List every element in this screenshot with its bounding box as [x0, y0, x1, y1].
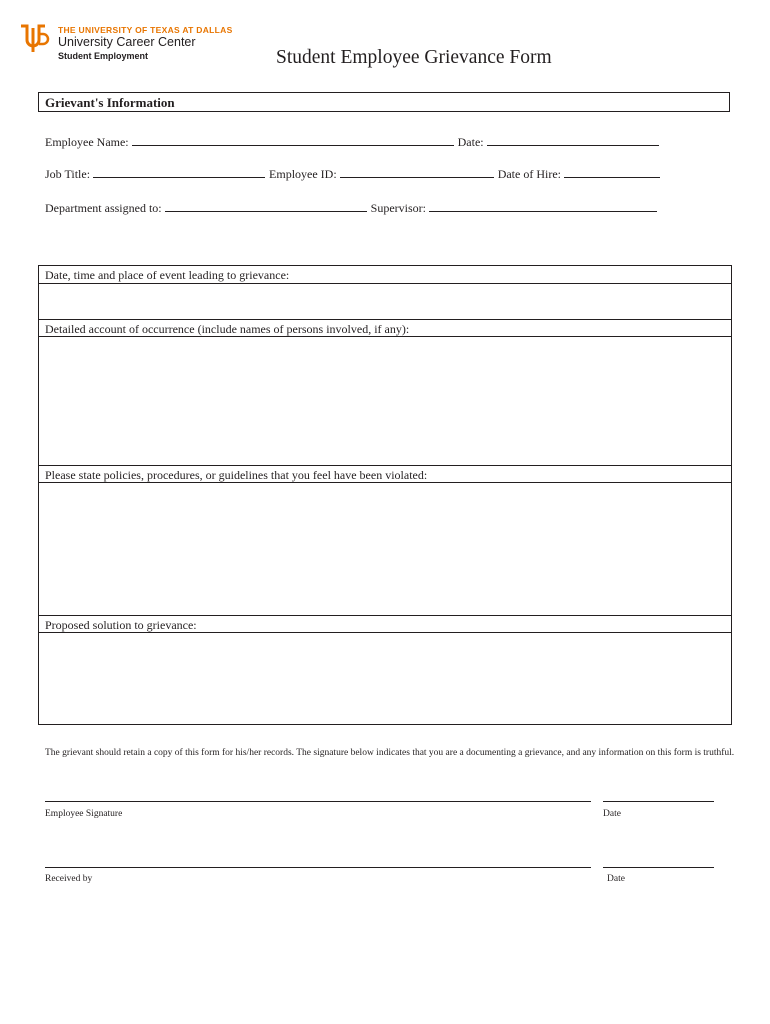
employee-signature-line[interactable]: [45, 801, 591, 802]
employee-signature-label: Employee Signature: [45, 809, 123, 819]
date-of-hire-label: Date of Hire:: [497, 167, 561, 181]
utd-monogram-logo-icon: [20, 24, 50, 54]
name-date-row: [45, 135, 663, 150]
university-name: THE UNIVERSITY OF TEXAS AT DALLAS: [58, 25, 233, 35]
event-question: Date, time and place of event leading to grievance:: [39, 266, 731, 284]
solution-answer-area[interactable]: [39, 633, 731, 723]
supervisor-label: Supervisor:: [370, 201, 426, 215]
employee-name-field[interactable]: [132, 135, 454, 146]
center-name: University Career Center: [58, 35, 196, 49]
received-date-label: Date: [607, 874, 625, 884]
disclaimer-text: The grievant should retain a copy of this form for his/her records. The signature below indicates that you are a documenting a grievance, and any information on this form is truthful.: [45, 748, 735, 758]
date-of-hire-field[interactable]: [564, 167, 660, 178]
department-row: [45, 201, 661, 216]
grievance-details-box: [38, 265, 732, 725]
job-title-field[interactable]: [93, 167, 265, 178]
employee-id-label: Employee ID:: [269, 167, 337, 181]
employee-id-field[interactable]: [340, 167, 494, 178]
account-question: Detailed account of occurrence (include names of persons involved, if any):: [39, 319, 731, 337]
department-name: Student Employment: [58, 51, 149, 61]
employee-date-line[interactable]: [603, 801, 714, 802]
utd-logo: [20, 24, 260, 64]
date-label: Date:: [457, 135, 484, 149]
job-title-label: Job Title:: [45, 167, 91, 181]
employee-name-label: Employee Name:: [45, 135, 129, 149]
solution-question: Proposed solution to grievance:: [39, 615, 731, 633]
policies-answer-area[interactable]: [39, 483, 731, 615]
employee-date-label: Date: [603, 809, 621, 819]
policies-question: Please state policies, procedures, or guidelines that you feel have been violated:: [39, 465, 731, 483]
grievant-section-header: Grievant's Information: [38, 92, 730, 112]
supervisor-field[interactable]: [429, 201, 657, 212]
department-label: Department assigned to:: [45, 201, 162, 215]
received-by-label: Received by: [45, 874, 93, 884]
account-answer-area[interactable]: [39, 337, 731, 465]
received-by-line[interactable]: [45, 867, 591, 868]
department-field[interactable]: [165, 201, 367, 212]
received-date-line[interactable]: [603, 867, 714, 868]
form-title: Student Employee Grievance Form: [276, 47, 552, 68]
event-answer-area[interactable]: [39, 284, 731, 319]
job-row: [45, 167, 664, 182]
date-field[interactable]: [487, 135, 659, 146]
